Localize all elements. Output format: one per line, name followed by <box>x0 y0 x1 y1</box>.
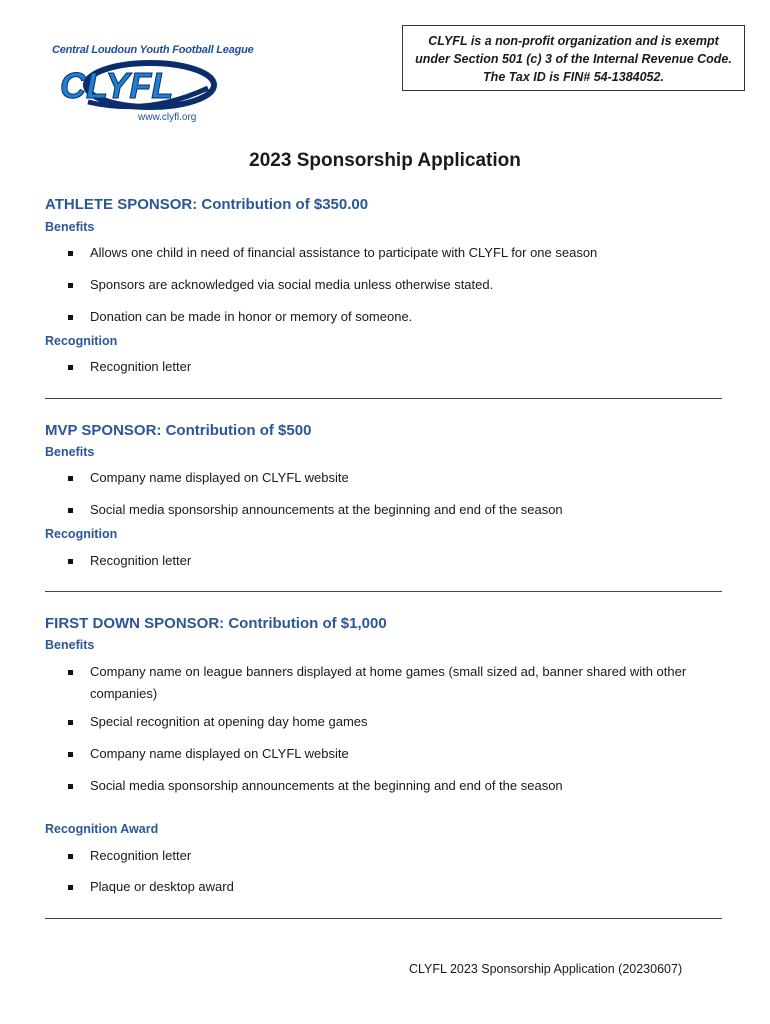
list-item: Recognition letter <box>68 550 728 572</box>
list-item: Company name on league banners displayed at home games (small sized ad, banner shared with other companies) <box>68 661 728 705</box>
list-item: Sponsors are acknowledged via social media unless otherwise stated. <box>68 274 728 296</box>
mvp-benefits-label: Benefits <box>45 445 95 459</box>
athlete-sponsor-heading: ATHLETE SPONSOR: Contribution of $350.00 <box>45 196 369 213</box>
bullet-icon <box>68 559 73 564</box>
list-item: Recognition letter <box>68 356 728 378</box>
bullet-icon <box>68 315 73 320</box>
bullet-icon <box>68 720 73 725</box>
first-down-benefits-label: Benefits <box>45 638 95 652</box>
first-down-recognition-label: Recognition Award <box>45 822 159 836</box>
athlete-recognition-label: Recognition <box>45 334 118 348</box>
bullet-icon <box>68 283 73 288</box>
list-item: Donation can be made in honor or memory of someone. <box>68 306 728 328</box>
bullet-icon <box>68 670 73 675</box>
list-item: Allows one child in need of financial assistance to participate with CLYFL for one season <box>68 242 728 264</box>
logo-mark: CLYFL <box>60 65 174 106</box>
football-swoosh-icon <box>58 58 218 112</box>
tax-notice-line-2: under Section 501 (c) 3 of the Internal Revenue Code. <box>415 52 732 66</box>
list-item: Social media sponsorship announcements at the beginning and end of the season <box>68 499 728 521</box>
page-footer: CLYFL 2023 Sponsorship Application (20230607) <box>409 962 683 976</box>
bullet-icon <box>68 784 73 789</box>
list-item: Special recognition at opening day home games <box>68 711 728 733</box>
logo-league-name: Central Loudoun Youth Football League <box>52 44 254 56</box>
bullet-icon <box>68 365 73 370</box>
list-item: Company name displayed on CLYFL website <box>68 743 728 765</box>
bullet-icon <box>68 508 73 513</box>
bullet-icon <box>68 854 73 859</box>
section-divider <box>45 918 722 919</box>
page-title: 2023 Sponsorship Application <box>249 150 521 171</box>
tax-notice-line-3: The Tax ID is FIN# 54-1384052. <box>483 70 664 84</box>
bullet-icon <box>68 251 73 256</box>
tax-notice-line-1: CLYFL is a non-profit organization and is exempt <box>428 34 719 48</box>
mvp-sponsor-heading: MVP SPONSOR: Contribution of $500 <box>45 422 312 439</box>
section-divider <box>45 591 722 592</box>
section-divider <box>45 398 722 399</box>
logo-url: www.clyfl.org <box>138 112 197 123</box>
athlete-benefits-label: Benefits <box>45 220 95 234</box>
first-down-sponsor-heading: FIRST DOWN SPONSOR: Contribution of $1,000 <box>45 615 387 632</box>
clyfl-logo <box>52 44 252 126</box>
list-item: Social media sponsorship announcements at the beginning and end of the season <box>68 775 728 797</box>
bullet-icon <box>68 476 73 481</box>
list-item: Recognition letter <box>68 845 728 867</box>
mvp-recognition-label: Recognition <box>45 527 118 541</box>
bullet-icon <box>68 752 73 757</box>
list-item: Company name displayed on CLYFL website <box>68 467 728 489</box>
list-item: Plaque or desktop award <box>68 876 728 898</box>
bullet-icon <box>68 885 73 890</box>
tax-notice-box <box>402 25 745 91</box>
